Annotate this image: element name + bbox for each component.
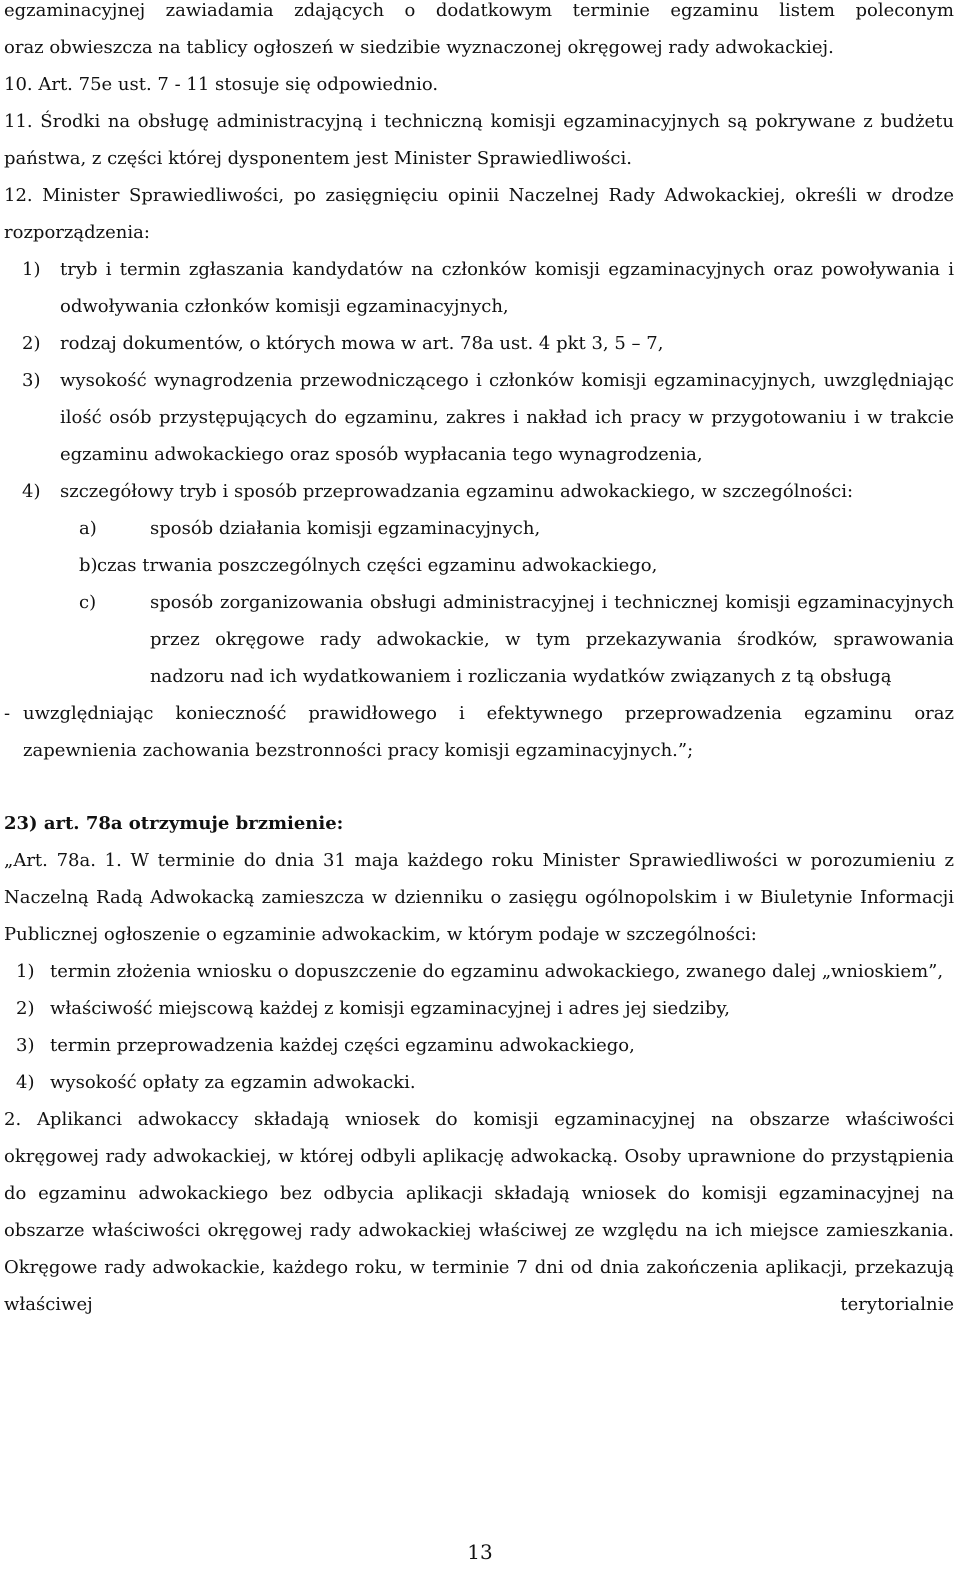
intro-line-1: egzaminacyjnej zawiadamia zdających o dodatkowym terminie egzaminu listem poleconym [4, 0, 954, 21]
sub-list-letter: a) [79, 518, 97, 539]
list-item [4, 1027, 954, 1064]
list-text: wysokość opłaty za egzamin adwokacki. [50, 1072, 416, 1093]
sub-list-text: sposób działania komisji egzaminacyjnych, [150, 518, 541, 539]
sub-list-item [4, 510, 954, 547]
closing-text: uwzględniając konieczność prawidłowego i efektywnego przeprowadzenia egzaminu oraz zapewnienia zachowania bezstronności pracy komisji egzaminacyjnych.”; [23, 703, 954, 761]
list-number: 1) [16, 961, 35, 982]
sub-list-item [4, 547, 954, 584]
paragraph-11: 11. Środki na obsługę administracyjną i techniczną komisji egzaminacyjnych są pokrywane z budżetu państwa, z części której dysponentem jest Minister Sprawiedliwości. [4, 111, 954, 169]
list-text: tryb i termin zgłaszania kandydatów na członków komisji egzaminacyjnych oraz powoływania i odwoływania członków komisji egzaminacyjnych, [60, 259, 954, 317]
list-text: termin przeprowadzenia każdej części egzaminu adwokackiego, [50, 1035, 635, 1056]
sub-list-letter: c) [79, 592, 97, 613]
section-heading-23: 23) art. 78a otrzymuje brzmienie: [4, 813, 344, 834]
spacer [4, 769, 954, 805]
closing-clause [4, 695, 954, 769]
document-page [4, 0, 954, 1323]
sub-list-text: czas trwania poszczególnych części egzaminu adwokackiego, [97, 555, 658, 576]
list-item [4, 953, 954, 990]
list-item [4, 1064, 954, 1101]
intro-line-2: oraz obwieszcza na tablicy ogłoszeń w siedzibie wyznaczonej okręgowej rady adwokackiej. [4, 37, 834, 58]
list-number: 4) [22, 481, 41, 502]
page-number: 13 [467, 1540, 493, 1564]
list-item [4, 473, 954, 510]
list-number: 1) [22, 259, 41, 280]
art78a-paragraph-1: „Art. 78a. 1. W terminie do dnia 31 maja każdego roku Minister Sprawiedliwości w porozumieniu z Naczelną Radą Adwokacką zamieszcza w dzienniku o zasięgu ogólnopolskim i w Biuletynie Informacji Publicznej ogłoszenie o egzaminie adwokackim, w którym podaje w szczególności: [4, 850, 954, 945]
list-text: szczegółowy tryb i sposób przeprowadzania egzaminu adwokackiego, w szczególności: [60, 481, 854, 502]
list-item [4, 362, 954, 473]
closing-dash: - [4, 703, 11, 724]
art78a-paragraph-2: 2. Aplikanci adwokaccy składają wniosek do komisji egzaminacyjnej na obszarze właściwości okręgowej rady adwokackiej, w której odbyli aplikację adwokacką. Osoby uprawnione do przystąpienia do egzaminu adwokackiego bez odbycia aplikacji składają wniosek do komisji egzaminacyjnej na obszarze właściwości okręgowej rady adwokackiej właściwej ze względu na ich miejsce zamieszkania. Okręgowe rady adwokackie, każdego roku, w terminie 7 dni od dnia zakończenia aplikacji, przekazują właściwej terytorialnie [4, 1109, 954, 1315]
list-text: rodzaj dokumentów, o których mowa w art. 78a ust. 4 pkt 3, 5 – 7, [60, 333, 664, 354]
paragraph-12: 12. Minister Sprawiedliwości, po zasięgnięciu opinii Naczelnej Rady Adwokackiej, określi w drodze rozporządzenia: [4, 185, 954, 243]
list-number: 4) [16, 1072, 35, 1093]
list-number: 2) [22, 333, 41, 354]
list-item [4, 251, 954, 325]
sub-list-text: sposób zorganizowania obsługi administracyjnej i technicznej komisji egzaminacyjnych przez okręgowe rady adwokackie, w tym przekazywania środków, sprawowania nadzoru nad ich wydatkowaniem i rozliczania wydatków związanych z tą obsługą [150, 592, 954, 687]
sub-list-letter: b) [79, 555, 98, 576]
list-text: właściwość miejscową każdej z komisji egzaminacyjnej i adres jej siedziby, [50, 998, 730, 1019]
list-number: 3) [22, 370, 41, 391]
list-item [4, 325, 954, 362]
list-text: wysokość wynagrodzenia przewodniczącego i członków komisji egzaminacyjnych, uwzględniając ilość osób przystępujących do egzaminu, zakres i nakład ich pracy w przygotowaniu i w trakcie egzaminu adwokackiego oraz sposób wypłacania tego wynagrodzenia, [60, 370, 954, 465]
list-item [4, 990, 954, 1027]
sub-list-item [4, 584, 954, 695]
list-text: termin złożenia wniosku o dopuszczenie do egzaminu adwokackiego, zwanego dalej „wnioskiem”, [50, 961, 944, 982]
list-number: 2) [16, 998, 35, 1019]
paragraph-10: 10. Art. 75e ust. 7 - 11 stosuje się odpowiednio. [4, 74, 439, 95]
list-number: 3) [16, 1035, 35, 1056]
